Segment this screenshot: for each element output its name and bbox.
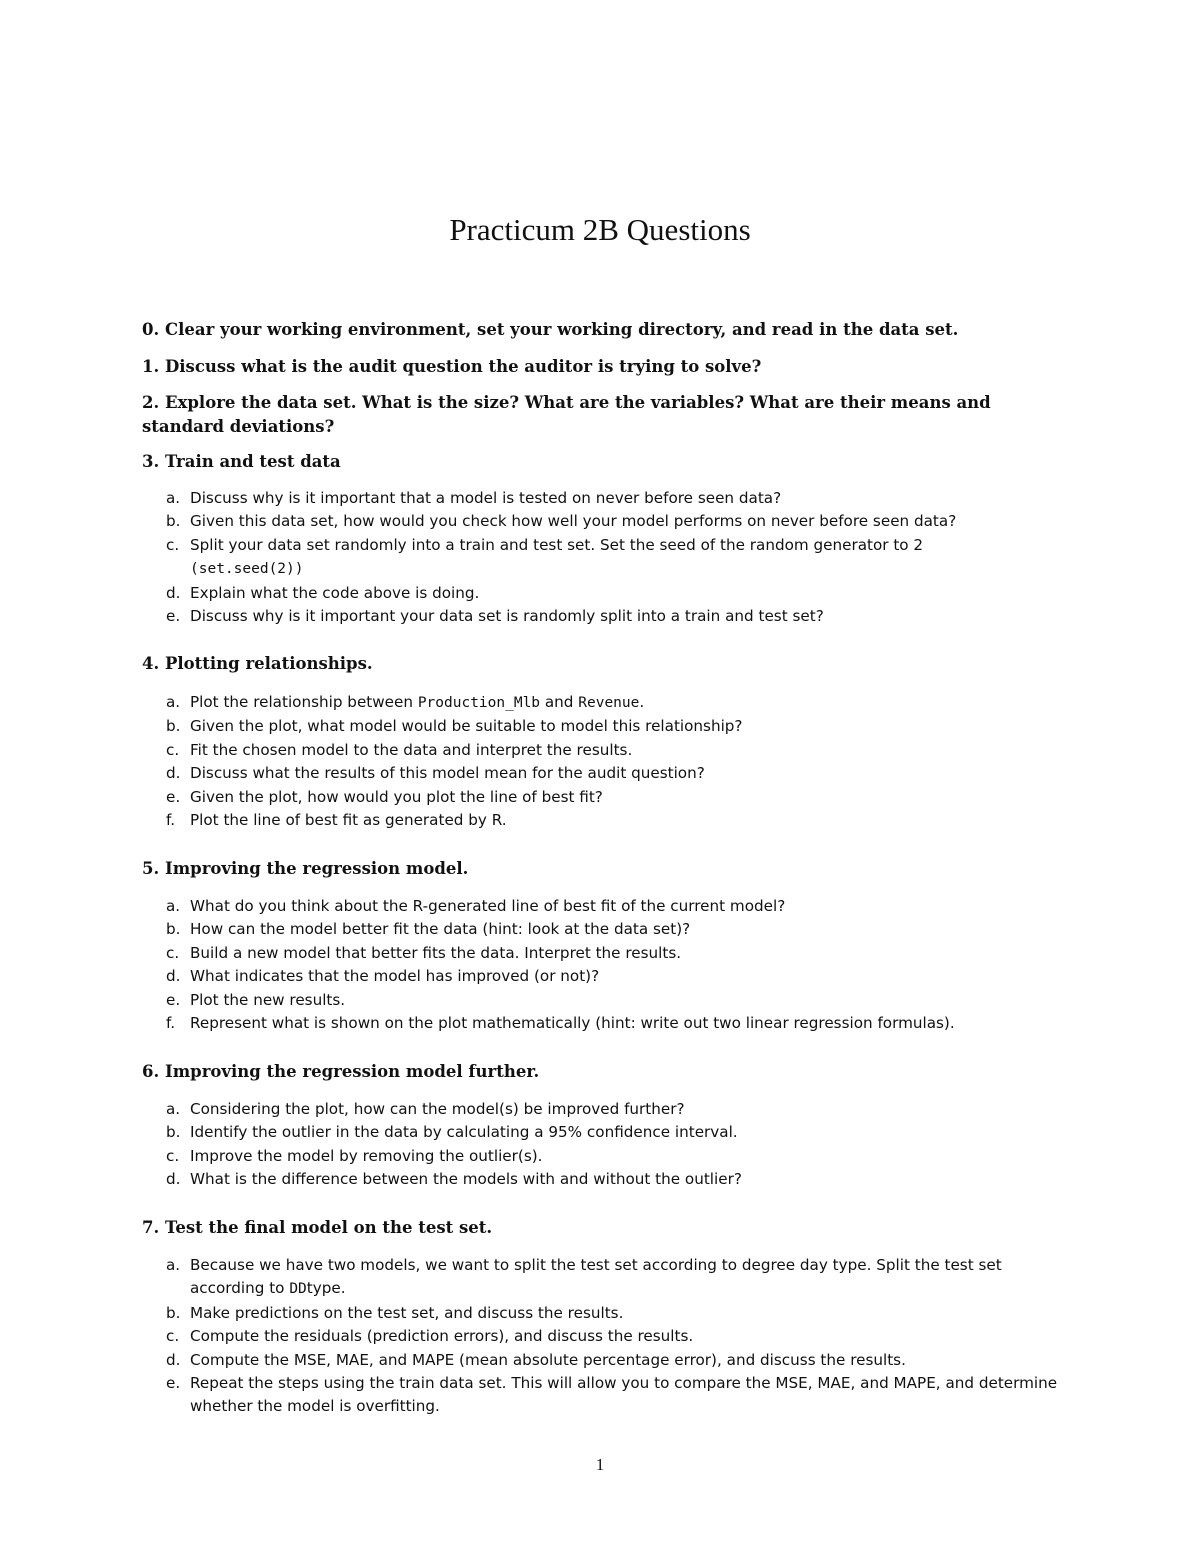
- list-item: [166, 965, 1062, 988]
- question-number: 4.: [142, 654, 160, 673]
- item-letter: f.: [166, 1014, 176, 1033]
- question-6-items: [166, 1098, 1062, 1192]
- question-number: 0.: [142, 320, 160, 339]
- list-item: [166, 510, 1062, 533]
- item-text: Repeat the steps using the train data set. This will allow you to compare the MSE, MAE, and MAPE, and determine whether the model is overfitting.: [190, 1374, 1058, 1416]
- page-title: Practicum 2B Questions: [449, 212, 751, 247]
- item-code: DD: [289, 1281, 307, 1298]
- list-item: [166, 942, 1062, 965]
- question-2: [142, 391, 1062, 439]
- list-item: [166, 534, 1062, 582]
- question-text: Train and test data: [164, 452, 341, 471]
- list-item: [166, 1168, 1062, 1191]
- question-text: Explore the data set. What is the size? What are the variables? What are their means and standard deviations?: [142, 393, 991, 436]
- list-item: [166, 1012, 1062, 1035]
- item-letter: a.: [166, 1256, 181, 1274]
- list-item: [166, 1098, 1062, 1121]
- item-text: Discuss why is it important that a model is tested on never before seen data?: [190, 489, 782, 507]
- question-0: [142, 318, 1062, 342]
- item-text: Plot the line of best fit as generated by R.: [190, 811, 507, 830]
- item-letter: b.: [166, 717, 181, 736]
- item-letter: e.: [166, 787, 181, 806]
- page-number: 1: [595, 1455, 605, 1474]
- item-letter: b.: [166, 512, 181, 531]
- item-code: Revenue: [578, 695, 640, 711]
- item-text: Considering the plot, how can the model(s) be improved further?: [190, 1100, 685, 1118]
- item-letter: b.: [166, 1123, 181, 1142]
- question-5: [142, 857, 1062, 881]
- list-item: [166, 809, 1062, 832]
- list-item: [166, 989, 1062, 1012]
- item-letter: b.: [166, 1303, 181, 1322]
- list-item: [166, 1372, 1062, 1419]
- list-item: [166, 715, 1062, 738]
- item-letter: d.: [166, 1170, 181, 1189]
- question-3-items: [166, 487, 1062, 628]
- list-item: [166, 605, 1062, 628]
- question-1: [142, 355, 1062, 379]
- question-number: 3.: [142, 452, 160, 471]
- item-code: (set.seed(2)): [190, 561, 304, 578]
- question-text: Test the final model on the test set.: [164, 1218, 493, 1237]
- list-item: [166, 1145, 1062, 1168]
- question-text: Improving the regression model.: [164, 859, 469, 878]
- item-letter: c.: [166, 943, 180, 962]
- item-letter: d.: [166, 583, 181, 602]
- item-letter: c.: [166, 535, 180, 554]
- item-letter: c.: [166, 1327, 180, 1346]
- list-item: [166, 1302, 1062, 1325]
- item-text: and: [540, 693, 579, 711]
- item-letter: f.: [166, 811, 176, 830]
- item-letter: d.: [166, 764, 181, 783]
- item-letter: d.: [166, 967, 181, 986]
- item-text: How can the model better fit the data (hint: look at the data set)?: [190, 920, 691, 939]
- item-text: Make predictions on the test set, and discuss the results.: [190, 1303, 624, 1322]
- item-text: Split your data set randomly into a train and test set. Set the seed of the random generator to 2: [190, 535, 924, 554]
- item-text: Represent what is shown on the plot mathematically (hint: write out two linear regression formulas).: [190, 1014, 955, 1033]
- question-5-items: [166, 895, 1062, 1035]
- item-letter: c.: [166, 1146, 180, 1165]
- question-text: Discuss what is the audit question the auditor is trying to solve?: [164, 357, 762, 376]
- item-text: Identify the outlier in the data by calculating a 95% confidence interval.: [190, 1123, 738, 1142]
- item-letter: c.: [166, 740, 180, 759]
- question-4: [142, 652, 1062, 676]
- item-text: What indicates that the model has improved (or not)?: [190, 967, 600, 986]
- question-number: 1.: [142, 357, 160, 376]
- list-item: [166, 1121, 1062, 1144]
- question-3: [142, 450, 1062, 474]
- list-item: [166, 487, 1062, 510]
- item-text: Given this data set, how would you check how well your model performs on never before seen data?: [190, 512, 957, 531]
- item-text: What is the difference between the models with and without the outlier?: [190, 1170, 742, 1189]
- list-item: [166, 739, 1062, 762]
- item-text: .: [639, 693, 645, 711]
- list-item: [166, 762, 1062, 785]
- item-text: What do you think about the R-generated line of best fit of the current model?: [190, 897, 786, 915]
- item-text: Discuss why is it important your data set is randomly split into a train and test set?: [190, 607, 824, 626]
- item-text: Compute the residuals (prediction errors), and discuss the results.: [190, 1327, 694, 1346]
- question-4-items: [166, 691, 1062, 832]
- item-text: Plot the relationship between: [190, 693, 418, 711]
- question-7: [142, 1216, 1062, 1240]
- list-item: [166, 918, 1062, 941]
- item-letter: e.: [166, 607, 181, 626]
- item-letter: e.: [166, 1374, 181, 1393]
- question-6: [142, 1060, 1062, 1084]
- list-item: [166, 1325, 1062, 1348]
- item-code: Production_Mlb: [417, 695, 541, 711]
- list-item: [166, 786, 1062, 809]
- item-text: Explain what the code above is doing.: [190, 583, 480, 602]
- question-text: Improving the regression model further.: [164, 1062, 540, 1081]
- item-text: Because we have two models, we want to split the test set according to degree day type. Split the test set according to: [190, 1256, 1002, 1298]
- item-letter: e.: [166, 990, 181, 1009]
- item-text: Improve the model by removing the outlier(s).: [190, 1146, 543, 1165]
- item-text: Build a new model that better fits the data. Interpret the results.: [190, 943, 682, 962]
- item-text: Compute the MSE, MAE, and MAPE (mean absolute percentage error), and discuss the results.: [190, 1350, 906, 1369]
- item-text: Discuss what the results of this model mean for the audit question?: [190, 764, 705, 783]
- item-letter: a.: [166, 1100, 181, 1118]
- question-number: 2.: [142, 393, 160, 412]
- item-letter: b.: [166, 920, 181, 939]
- question-text: Plotting relationships.: [164, 654, 373, 673]
- item-text: Fit the chosen model to the data and interpret the results.: [190, 740, 633, 759]
- list-item: [166, 1254, 1062, 1302]
- item-text: Given the plot, what model would be suitable to model this relationship?: [190, 717, 743, 736]
- question-text: Clear your working environment, set your working directory, and read in the data set.: [164, 320, 959, 339]
- question-number: 7.: [142, 1218, 160, 1237]
- item-text: type.: [306, 1279, 346, 1298]
- list-item: [166, 582, 1062, 605]
- list-item: [166, 691, 1062, 715]
- item-letter: a.: [166, 489, 181, 507]
- item-letter: a.: [166, 897, 181, 915]
- list-item: [166, 1349, 1062, 1372]
- item-text: Given the plot, how would you plot the line of best fit?: [190, 787, 603, 806]
- item-text: Plot the new results.: [190, 990, 346, 1009]
- question-7-items: [166, 1254, 1062, 1419]
- item-letter: d.: [166, 1350, 181, 1369]
- question-number: 5.: [142, 859, 160, 878]
- item-letter: a.: [166, 693, 181, 711]
- question-number: 6.: [142, 1062, 160, 1081]
- list-item: [166, 895, 1062, 918]
